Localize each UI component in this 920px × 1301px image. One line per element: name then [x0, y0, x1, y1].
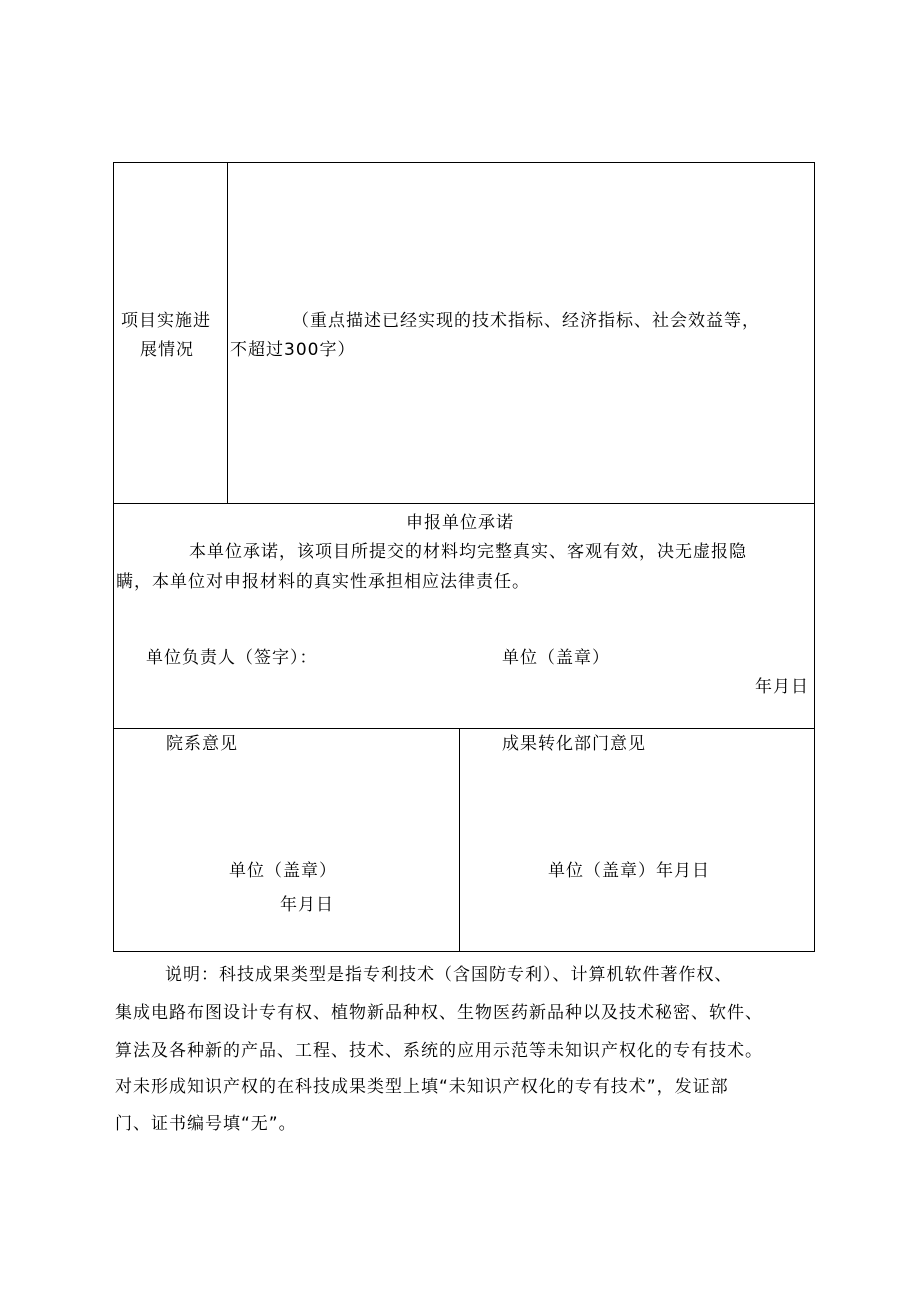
progress-hint-line1: （重点描述已经实现的技术指标、经济指标、社会效益等，: [292, 311, 760, 331]
table-bottom-border: [113, 951, 815, 952]
commitment-bottom-border: [113, 728, 815, 729]
table-right-border: [814, 162, 815, 952]
note-line4: 对未形成知识产权的在科技成果类型上填“未知识产权化的专有技术”，发证部: [115, 1077, 729, 1097]
progress-label-line1: 项目实施进: [121, 311, 211, 331]
commitment-title: 申报单位承诺: [406, 513, 514, 533]
transfer-opinion-title: 成果转化部门意见: [502, 734, 646, 754]
department-opinion-title: 院系意见: [166, 734, 238, 754]
progress-label-divider: [227, 162, 228, 504]
note-line3: 算法及各种新的产品、工程、技术、系统的应用示范等未知识产权化的专有技术。: [115, 1041, 763, 1061]
progress-label-line2: 展情况: [140, 340, 194, 360]
department-date-label: 年月日: [280, 895, 334, 915]
commitment-body-line2: 瞒，本单位对申报材料的真实性承担相应法律责任。: [116, 572, 530, 592]
opinion-divider: [459, 728, 460, 952]
commitment-date-label: 年月日: [755, 677, 809, 697]
note-line2: 集成电路布图设计专有权、植物新品种权、生物医药新品种以及技术秘密、软件、: [115, 1003, 763, 1023]
unit-seal-label: 单位（盖章）: [502, 648, 610, 668]
commitment-body-line1: 本单位承诺，该项目所提交的材料均完整真实、客观有效，决无虚报隐: [189, 542, 747, 562]
transfer-seal-date-label: 单位（盖章）年月日: [548, 861, 710, 881]
table-left-border: [113, 162, 114, 952]
table-top-border: [113, 162, 815, 163]
leader-signature-label: 单位负责人（签字）：: [146, 648, 318, 668]
note-line5: 门、证书编号填“无”。: [115, 1114, 297, 1134]
note-line1: 说明：科技成果类型是指专利技术（含国防专利）、计算机软件著作权、: [165, 965, 733, 985]
progress-hint-line2: 不超过300字）: [230, 340, 356, 360]
progress-bottom-border: [113, 503, 815, 504]
department-seal-label: 单位（盖章）: [229, 861, 337, 881]
